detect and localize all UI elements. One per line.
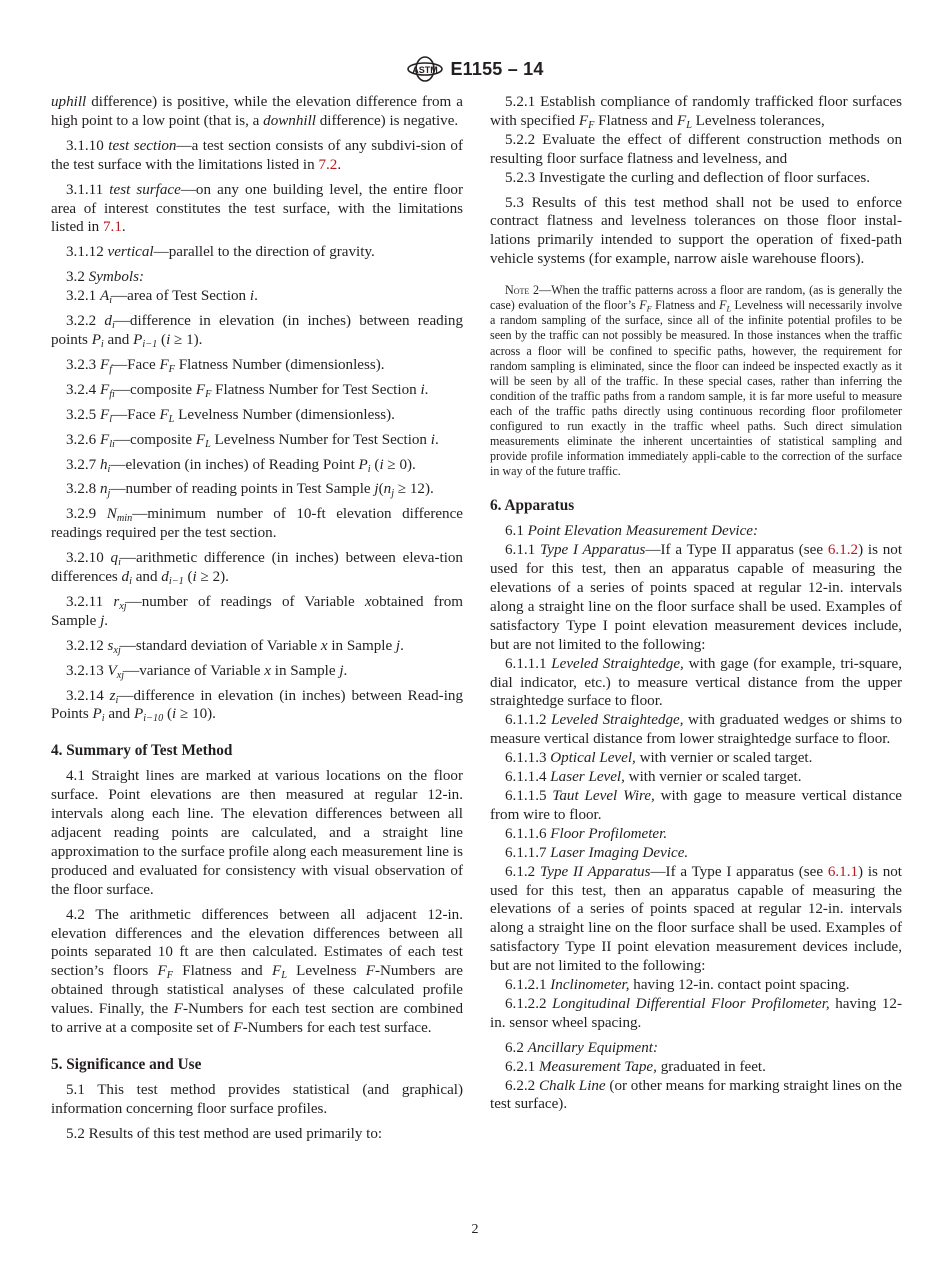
paragraph: 3.2.12 $s_{xj}—standard$ deviation of Variable x in Sample j.	[66, 637, 404, 656]
subscript: i	[118, 557, 121, 569]
italic-text: N	[106, 506, 117, 523]
italic-text: i	[172, 706, 177, 723]
italic-text: Optical Level,	[550, 750, 636, 767]
paragraph: 3.2.14 $z_i—difference$ in elevation (in inches) between Read-ing Points $P_i$ and $P_{i-10}$ (i ≥ 10).	[51, 687, 463, 725]
italic-text: i	[420, 381, 425, 398]
paragraph: 3.2.10 $q_i—arithmetic$ difference (in inches) between eleva-tion differences $d_i$ and $d_{i-1}$ (i ≥ 2).	[51, 550, 463, 588]
italic-text: vertical	[107, 244, 154, 261]
italic-text: d	[104, 313, 112, 330]
italic-text: i	[192, 569, 197, 586]
paragraph: 3.2.3 $F_f—Face$ $F_F$ Flatness Number (dimensionless).	[66, 356, 385, 375]
paragraph: 5.2 Results of this test method are used primarily to:	[66, 1125, 383, 1142]
subscript: L	[205, 438, 211, 450]
italic-text: F	[578, 112, 589, 129]
section-reference-link[interactable]: 7.2	[318, 156, 338, 173]
italic-text: F	[173, 1001, 183, 1018]
subscript: L	[168, 413, 175, 425]
paragraph: 6.1.1 Type I Apparatus—If a Type II apparatus (see 6.1.2) is not used for this test, then an apparatus capable of measuring the elevations of a series of points spaced at regular 12-in. intervals along a straight line on the floor surface shall be used. Examples of satisfactory Type I point elevation measurement devices include, but are not limited to the following:	[490, 542, 903, 653]
section-heading: 5. Significance and Use	[51, 1055, 202, 1073]
italic-text: Taut Level Wire,	[552, 787, 655, 804]
subscript: i	[109, 295, 113, 307]
subscript: i−1	[142, 339, 158, 351]
italic-text: F	[99, 406, 110, 423]
note-label: Note	[505, 283, 530, 298]
italic-text: F	[157, 963, 167, 980]
subscript: i	[100, 339, 104, 351]
paragraph: 5.1 This test method provides statistical (and graphical) information concerning floor surface profiles.	[51, 1081, 463, 1117]
section-reference-link[interactable]: 6.1.1	[827, 863, 859, 880]
paragraph: 3.2.13 $V_{xj}—variance$ of Variable x in Sample j.	[66, 662, 348, 681]
astm-logo-icon	[406, 56, 444, 82]
subscript: j	[391, 488, 395, 500]
paragraph: 3.1.11 test surface—on any one building level, the entire floor area of interest constitutes the test surface, with the limitations listed in 7.1.	[51, 181, 463, 236]
subscript: L	[281, 970, 287, 982]
italic-text: P	[358, 456, 368, 473]
page-number: 2	[471, 1222, 479, 1237]
italic-text: Measurement Tape,	[538, 1058, 657, 1075]
italic-text: Longitudinal Differential Floor Profilometer,	[552, 995, 830, 1012]
subscript: fi	[109, 388, 115, 400]
section-heading: 4. Summary of Test Method	[51, 742, 233, 760]
paragraph: 3.2.11 $r_{xj}—number$ of readings of Variable xobtained from Sample j.	[51, 593, 464, 629]
paragraph: 6.1.2 Type II Apparatus—If a Type I apparatus (see 6.1.1) is not used for this test, then an apparatus capable of measuring the elevations of a series of points spaced at regular 12-in. intervals along a straight line on the floor surface shall be used. Examples of satisfactory Type II point elevation measurement devices include, but are not limited to the following:	[490, 863, 902, 975]
subscript: i	[111, 320, 115, 332]
italic-text: i	[166, 331, 171, 348]
subscript: xj	[116, 669, 125, 681]
page-header	[0, 56, 950, 82]
subscript: li	[109, 438, 115, 450]
document-designation: E1155 – 14	[450, 58, 544, 79]
italic-text: Inclinometer,	[550, 977, 630, 994]
paragraph: 3.2.7 $h_i—elevation$ (in inches) of Reading Point $P_i$ (i ≥ 0).	[66, 456, 416, 475]
italic-text: i	[249, 288, 255, 305]
paragraph: 6.1.1.3 Optical Level, with vernier or scaled target.	[505, 750, 813, 767]
paragraph: uphill difference) is positive, while the elevation difference from a high point to a low point (that is, a downhill difference) is negative.	[51, 94, 463, 129]
section-heading: 6. Apparatus	[490, 497, 575, 515]
subscript: i	[129, 576, 132, 588]
italic-text: i	[379, 456, 384, 473]
subscript: xj	[119, 601, 127, 613]
italic-text: F	[271, 963, 282, 980]
paragraph: 6.1.1.2 Leveled Straightedge, with graduated wedges or shims to measure vertical distance from lower straightedge surface to floor.	[490, 712, 902, 748]
italic-text: x	[264, 662, 271, 679]
italic-text: V	[107, 662, 117, 679]
italic-text: test section	[108, 137, 177, 154]
italic-text: Symbols:	[88, 269, 144, 286]
italic-text: F	[365, 963, 375, 980]
italic-text: Floor Profilometer.	[550, 825, 668, 842]
italic-text: Type I Apparatus	[539, 542, 646, 559]
subscript: j	[107, 488, 111, 500]
paragraph: 3.2.9 $N_{min}—minimum$ number of 10-ft elevation difference readings required per the test section.	[51, 506, 463, 542]
svg-text:ASTM: ASTM	[412, 65, 439, 75]
italic-text: x	[364, 593, 372, 610]
italic-text: Leveled Straightedge,	[551, 655, 684, 672]
italic-text: F	[639, 298, 647, 313]
paragraph: 3.2.8 $n_j—number$ of reading points in Test Sample $j(n_j \ge 12)$.	[66, 481, 434, 500]
italic-text: A	[99, 288, 110, 305]
italic-text: j	[395, 637, 401, 654]
subscript: F	[205, 388, 212, 400]
italic-text: n	[383, 481, 392, 498]
subscript: F	[168, 363, 175, 375]
italic-text: F	[159, 406, 169, 423]
paragraph: 3.1.12 vertical—parallel to the direction of gravity.	[66, 244, 375, 261]
italic-text: x	[320, 637, 328, 654]
paragraph: 5.2.2 Evaluate the effect of different construction methods on resulting floor surface flatness and levelness, and	[490, 131, 902, 167]
italic-text: z	[109, 687, 116, 704]
paragraph: 3.2.5 $F_l—Face$ $F_L$ Levelness Number (dimensionless).	[66, 406, 395, 425]
italic-text: P	[92, 706, 102, 723]
paragraph: 5.3 Results of this test method shall not be used to enforce contract flatness and levelness tolerances on those floor instal-lations primarily intended to support the operation of fixed-path vehicle systems (for example, narrow aisle warehouse floors).	[490, 194, 902, 268]
italic-text: F	[719, 298, 727, 313]
paragraph: 3.2.2 $d_i—difference$ in elevation (in inches) between reading points $P_i$ and $P_{i-1}$ (i ≥ 1).	[51, 313, 463, 351]
italic-text: d	[161, 569, 169, 586]
italic-text: F	[99, 431, 110, 448]
italic-text: P	[91, 331, 101, 348]
paragraph: 6.2 Ancillary Equipment:	[505, 1039, 659, 1056]
italic-text: F	[195, 381, 206, 398]
italic-text: q	[110, 550, 119, 567]
paragraph: 5.2.1 Establish compliance of randomly trafficked floor surfaces with specified $F_F$ Flatness and $F_L$ Levelness tolerances,	[490, 94, 902, 131]
paragraph: 6.1.1.5 Taut Level Wire, with gage to measure vertical distance from wire to floor.	[490, 787, 903, 823]
italic-text: Point Elevation Measurement Device:	[527, 523, 759, 540]
italic-text: d	[121, 569, 130, 586]
italic-text: r	[113, 593, 120, 610]
right-column	[490, 93, 902, 1114]
italic-text: j	[100, 612, 105, 629]
paragraph: 6.1.1.7 Laser Imaging Device.	[505, 844, 689, 861]
italic-text: F	[195, 431, 206, 448]
italic-text: F	[99, 356, 110, 373]
subscript: i	[367, 463, 371, 475]
italic-text: n	[99, 481, 108, 498]
italic-text: i	[430, 431, 435, 448]
left-column	[51, 93, 463, 1150]
italic-text: s	[107, 637, 114, 654]
subscript: i−1	[168, 576, 184, 588]
paragraph: 3.2.1 $A_i—area$ of Test Section i.	[66, 288, 258, 307]
paragraph: 6.1 Point Elevation Measurement Device:	[505, 523, 759, 540]
italic-text: j	[339, 662, 344, 679]
italic-text: h	[99, 456, 108, 473]
paragraph: 5.2.3 Investigate the curling and deflection of floor surfaces.	[505, 169, 871, 186]
italic-text: j	[374, 481, 379, 498]
subscript: L	[726, 304, 732, 314]
italic-text: F	[676, 112, 687, 129]
subscript: xj	[113, 644, 121, 656]
paragraph: 6.1.1.1 Leveled Straightedge, with gage (for example, tri-square, dial indicator, etc.) to measure vertical distance from the upper straightedge surface to floor.	[490, 655, 903, 710]
section-reference-link[interactable]: 7.1	[103, 219, 122, 236]
italic-text: uphill	[51, 94, 87, 110]
italic-text: test surface	[109, 181, 181, 198]
paragraph: 3.2.4 $F_{fi}—composite$ $F_F$ Flatness Number for Test Section i.	[66, 381, 429, 400]
subscript: i−10	[143, 713, 164, 725]
paragraph: 4.2 The arithmetic differences between all adjacent 12-in. elevation differences and the elevation differences between all points separated 10 ft are then calculated. Estimates of each test section’s floors $F_F$ Flatness and $F_L$ Levelness F-Numbers are obtained through statistical analyses of these calculated profile values. Finally, the F-Numbers for each test section are combined to arrive at a composite set of F-Numbers for each test surface.	[51, 906, 464, 1037]
italic-text: Chalk Line	[538, 1077, 606, 1094]
italic-text: Laser Level,	[550, 769, 625, 786]
subscript: i	[115, 694, 119, 706]
subscript: l	[109, 413, 113, 425]
paragraph: 3.2.6 $F_{li}—composite$ $F_L$ Levelness Number for Test Section i.	[66, 431, 439, 450]
subscript: F	[166, 970, 173, 982]
italic-text: Leveled Straightedge,	[551, 712, 684, 729]
note-paragraph: Note 2—When the traffic patterns across a floor are random, (as is generally the case) evaluation of the floor’s $F_F$ Flatness and $F_L$ Levelness will necessarily involve a random sampling of the surface, since all of the infinite potential profiles to be seen by the traffic can not possibly be measured. In those instances when the traffic across a floor will be confined to specific paths, however, the requirement for random sampling is eliminated, since the floor can indeed be inspected exactly as it will be seen by all of the traffic. In these special cases, rather than inferring the condition of the traffic paths from a random sample, it is far more useful to measure each of the traffic paths directly using continuous recording floor profilometer configured to run exactly in the traffic wheel paths. Such direct simulation measurements eliminate the inherent uncertainties of statistical sampling and provide profile information immediately appli-cable to the correction of the surface in way of the future traffic.	[490, 283, 902, 479]
italic-text: F	[233, 1020, 243, 1037]
paragraph: 6.1.1.4 Laser Level, with vernier or scaled target.	[505, 769, 802, 786]
subscript: F	[646, 304, 652, 314]
italic-text: F	[159, 356, 169, 373]
subscript: f	[109, 363, 113, 375]
paragraph: 6.2.2 Chalk Line (or other means for marking straight lines on the test surface).	[490, 1077, 902, 1113]
paragraph: 3.1.10 test section—a test section consists of any subdivi-sion of the test surface with the limitations listed in 7.2.	[51, 137, 463, 173]
subscript: min	[116, 513, 133, 525]
italic-text: Laser Imaging Device.	[550, 844, 689, 861]
paragraph: 6.2.1 Measurement Tape, graduated in feet.	[505, 1058, 766, 1075]
subscript: i	[107, 463, 111, 475]
subscript: F	[588, 119, 595, 131]
paragraph: 3.2 Symbols:	[66, 269, 144, 286]
italic-text: downhill	[263, 112, 316, 129]
paragraph: 6.1.2.2 Longitudinal Differential Floor Profilometer, having 12-in. sensor wheel spacing.	[490, 995, 903, 1031]
italic-text: P	[133, 331, 143, 348]
paragraph: 4.1 Straight lines are marked at various locations on the floor surface. Point elevations are then measured at regular 12-in. intervals along each line. The elevation differences between all adjacent reading points are calculated, and a straight line approximation to the surface profile along each measurement line is produced and evaluated for consistency with visual observation of the floor surface.	[51, 768, 463, 898]
italic-text: P	[133, 706, 144, 723]
subscript: i	[101, 713, 105, 725]
subscript: L	[686, 119, 692, 131]
paragraph: 6.1.1.6 Floor Profilometer.	[505, 825, 668, 842]
italic-text: Ancillary Equipment:	[527, 1039, 659, 1056]
section-reference-link[interactable]: 6.1.2	[827, 542, 859, 559]
italic-text: F	[99, 381, 110, 398]
paragraph: 6.1.2.1 Inclinometer, having 12-in. contact point spacing.	[505, 977, 850, 994]
italic-text: Type II Apparatus	[539, 863, 651, 880]
